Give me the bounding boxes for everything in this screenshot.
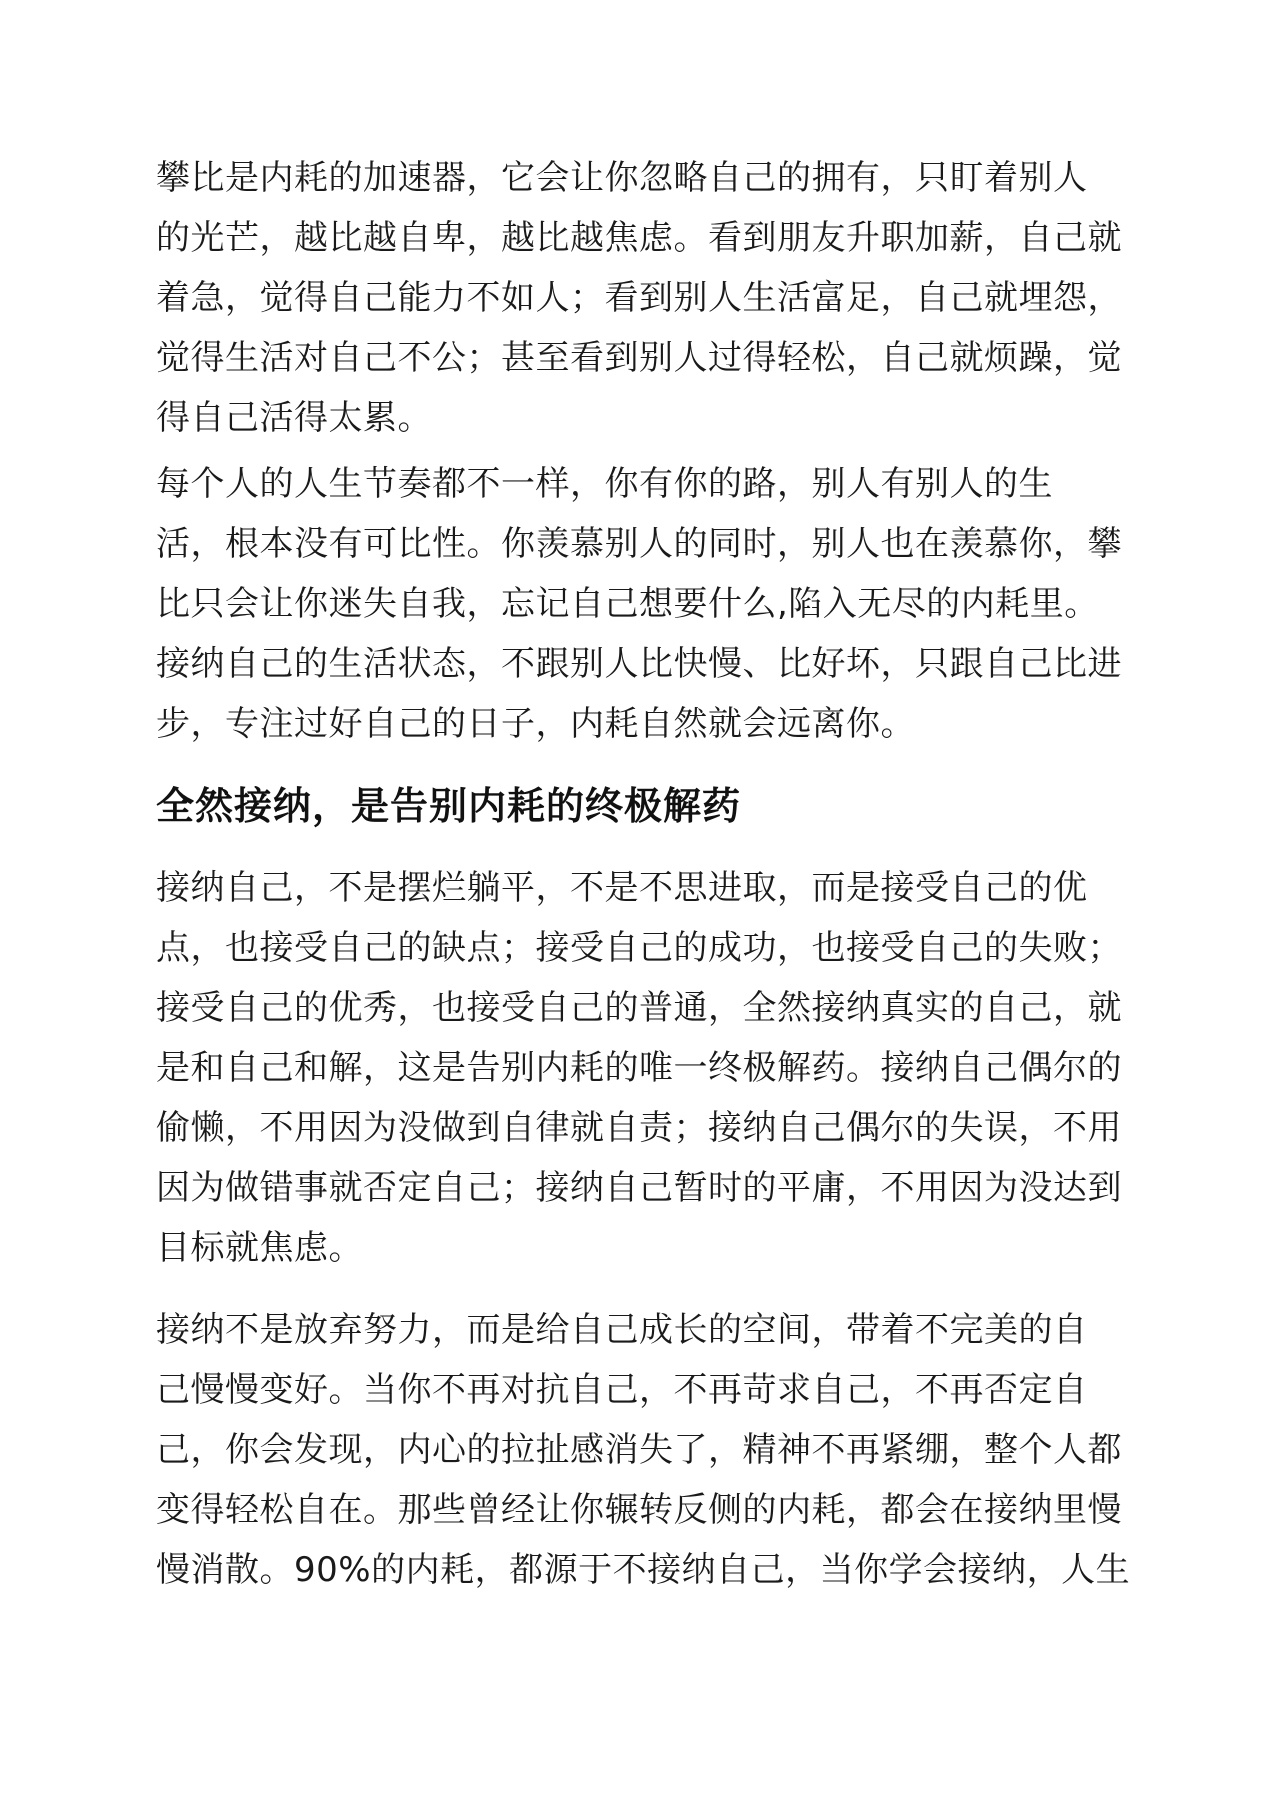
- text-line: 接纳不是放弃努力，而是给自己成长的空间，带着不完美的自: [156, 1310, 1088, 1350]
- text-line: 比只会让你迷失自我，忘记自己想要什么,陷入无尽的内耗里。: [156, 584, 1099, 624]
- text-line: 点，也接受自己的缺点；接受自己的成功，也接受自己的失败；: [156, 928, 1122, 968]
- text-line: 偷懒，不用因为没做到自律就自责；接纳自己偶尔的失误，不用: [156, 1108, 1122, 1148]
- text-line: 着急，觉得自己能力不如人；看到别人生活富足，自己就埋怨，: [156, 278, 1122, 318]
- text-line: 得自己活得太累。: [156, 398, 432, 438]
- text-line: 接纳自己，不是摆烂躺平，不是不思进取，而是接受自己的优: [156, 868, 1088, 908]
- text-line: 慢消散。90%的内耗，都源于不接纳自己，当你学会接纳，人生: [156, 1550, 1131, 1590]
- text-line: 目标就焦虑。: [156, 1228, 363, 1268]
- text-line: 步，专注过好自己的日子，内耗自然就会远离你。: [156, 704, 915, 744]
- text-line: 的光芒，越比越自卑，越比越焦虑。看到朋友升职加薪，自己就: [156, 218, 1122, 258]
- text-line: 因为做错事就否定自己；接纳自己暂时的平庸，不用因为没达到: [156, 1168, 1122, 1208]
- text-line: 活，根本没有可比性。你羡慕别人的同时，别人也在羡慕你，攀: [156, 524, 1122, 564]
- paragraph-comparison: [156, 148, 1126, 448]
- paragraph-life-rhythm: [156, 454, 1126, 754]
- text-line: 每个人的人生节奏都不一样，你有你的路，别人有别人的生: [156, 464, 1053, 504]
- text-line: 觉得生活对自己不公；甚至看到别人过得轻松，自己就烦躁，觉: [156, 338, 1122, 378]
- paragraph-acceptance: [156, 858, 1126, 1278]
- text-line: 变得轻松自在。那些曾经让你辗转反侧的内耗，都会在接纳里慢: [156, 1490, 1122, 1530]
- section-heading: 全然接纳，是告别内耗的终极解药: [156, 784, 742, 828]
- text-line: 接纳自己的生活状态，不跟别人比快慢、比好坏，只跟自己比进: [156, 644, 1122, 684]
- text-line: 接受自己的优秀，也接受自己的普通，全然接纳真实的自己，就: [156, 988, 1122, 1028]
- document-page: [156, 148, 1131, 1600]
- text-line: 是和自己和解，这是告别内耗的唯一终极解药。接纳自己偶尔的: [156, 1048, 1122, 1088]
- paragraph-growth: [156, 1300, 1131, 1600]
- text-line: 攀比是内耗的加速器，它会让你忽略自己的拥有，只盯着别人: [156, 158, 1088, 198]
- text-line: 己慢慢变好。当你不再对抗自己，不再苛求自己，不再否定自: [156, 1370, 1088, 1410]
- text-line: 己，你会发现，内心的拉扯感消失了，精神不再紧绷，整个人都: [156, 1430, 1122, 1470]
